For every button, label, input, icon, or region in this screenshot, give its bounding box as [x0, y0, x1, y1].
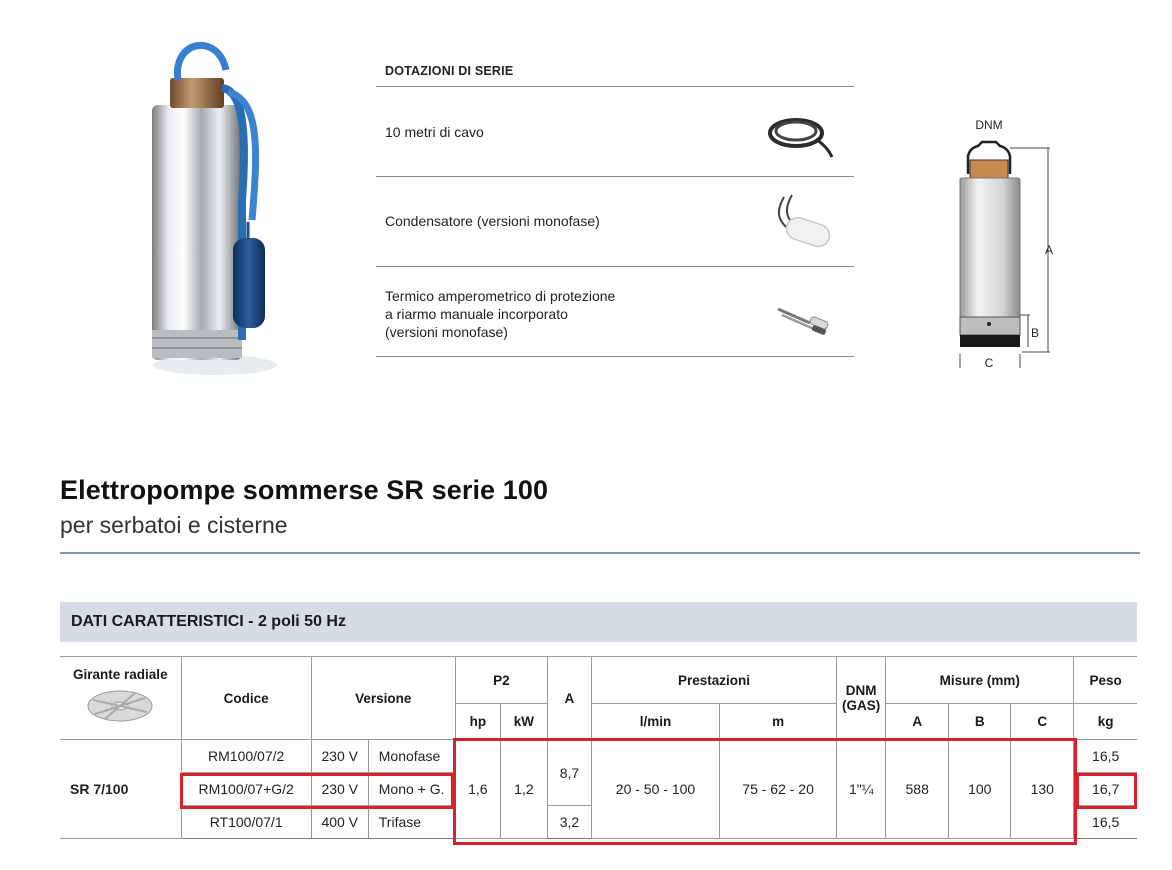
- equipment-label: 10 metri di cavo: [385, 124, 484, 140]
- equipment-item-thermal-protector: [376, 267, 854, 357]
- header-code: Codice: [181, 657, 311, 740]
- header-dnm: [837, 657, 886, 740]
- label-dnm: DNM: [975, 118, 1003, 132]
- title-divider: [60, 552, 1140, 554]
- cell-m: 75 - 62 - 20: [720, 740, 837, 839]
- cell-hp: 1,6: [455, 740, 500, 839]
- cell-voltage: 400 V: [311, 806, 368, 839]
- header-weight: Peso: [1074, 657, 1137, 704]
- page-subtitle: per serbatoi e cisterne: [60, 512, 288, 538]
- cell-voltage: 230 V: [311, 740, 368, 773]
- cell-voltage: 230 V: [311, 773, 368, 806]
- header-performance: Prestazioni: [591, 657, 836, 704]
- cell-weight: 16,5: [1074, 740, 1137, 773]
- equipment-label: [385, 287, 615, 341]
- cell-amps-tri: 3,2: [547, 806, 591, 839]
- cell-weight: 16,7: [1074, 773, 1137, 806]
- equipment-label-line: Termico amperometrico di protezione: [385, 288, 616, 304]
- header-dim-c: C: [1011, 704, 1074, 740]
- header-dnm-label: DNM: [845, 683, 877, 698]
- cell-phase: Mono + G.: [368, 773, 455, 806]
- radial-impeller-icon: [85, 686, 155, 726]
- equipment-label: Condensatore (versioni monofase): [385, 213, 600, 229]
- equipment-label-line: a riarmo manuale incorporato: [385, 306, 568, 322]
- equipment-item-capacitor: [376, 177, 854, 267]
- capacitor-icon: [764, 189, 836, 255]
- cell-dim-c: 130: [1011, 740, 1074, 839]
- section-header: [60, 602, 1137, 642]
- cell-amps-mono: 8,7: [547, 740, 591, 806]
- pump-photo: [130, 30, 350, 410]
- model-name: SR 7/100: [60, 740, 181, 839]
- header-kg: kg: [1074, 704, 1137, 740]
- cell-kw: 1,2: [500, 740, 547, 839]
- equipment-label-line: (versioni monofase): [385, 324, 508, 340]
- header-hp: hp: [455, 704, 500, 740]
- header-impeller: [60, 657, 181, 740]
- cell-dim-b: 100: [949, 740, 1011, 839]
- dimension-drawing: [930, 112, 1070, 372]
- page-title: Elettropompe sommerse SR serie 100: [60, 475, 549, 505]
- highlight-box-weight: [1076, 773, 1137, 809]
- equipment-item-cable: [376, 87, 854, 177]
- header-lmin: l/min: [591, 704, 719, 740]
- cell-code: RM100/07/2: [181, 740, 311, 773]
- header-m: m: [720, 704, 837, 740]
- section-title: DATI CARATTERISTICI - 2 poli 50 Hz: [71, 613, 346, 630]
- cell-dim-a: 588: [886, 740, 949, 839]
- standard-equipment-list: [376, 52, 854, 357]
- standard-equipment-heading: DOTAZIONI DI SERIE: [376, 52, 854, 87]
- cell-phase: Trifase: [368, 806, 455, 839]
- highlight-box-specs: [453, 738, 1077, 845]
- cell-dnm: 1"¼: [837, 740, 886, 839]
- label-b: B: [1030, 326, 1040, 340]
- cell-code: RT100/07/1: [181, 806, 311, 839]
- label-c: C: [984, 356, 994, 370]
- header-dim-b: B: [949, 704, 1011, 740]
- header-kw: kW: [500, 704, 547, 740]
- cell-weight: 16,5: [1074, 806, 1137, 839]
- header-version: Versione: [311, 657, 455, 740]
- header-impeller-label: Girante radiale: [73, 667, 168, 682]
- cell-lmin: 20 - 50 - 100: [591, 740, 719, 839]
- header-dnm-sub: (GAS): [842, 698, 881, 713]
- header-amps: A: [547, 657, 591, 740]
- thermal-protector-icon: [764, 279, 836, 345]
- header-dim-a: A: [886, 704, 949, 740]
- cell-code: RM100/07+G/2: [181, 773, 311, 806]
- highlight-box-variant-row: [180, 773, 454, 809]
- label-a: A: [1044, 243, 1054, 257]
- header-p2: P2: [455, 657, 547, 704]
- cable-coil-icon: [764, 99, 836, 165]
- header-dimensions: Misure (mm): [886, 657, 1074, 704]
- cell-phase: Monofase: [368, 740, 455, 773]
